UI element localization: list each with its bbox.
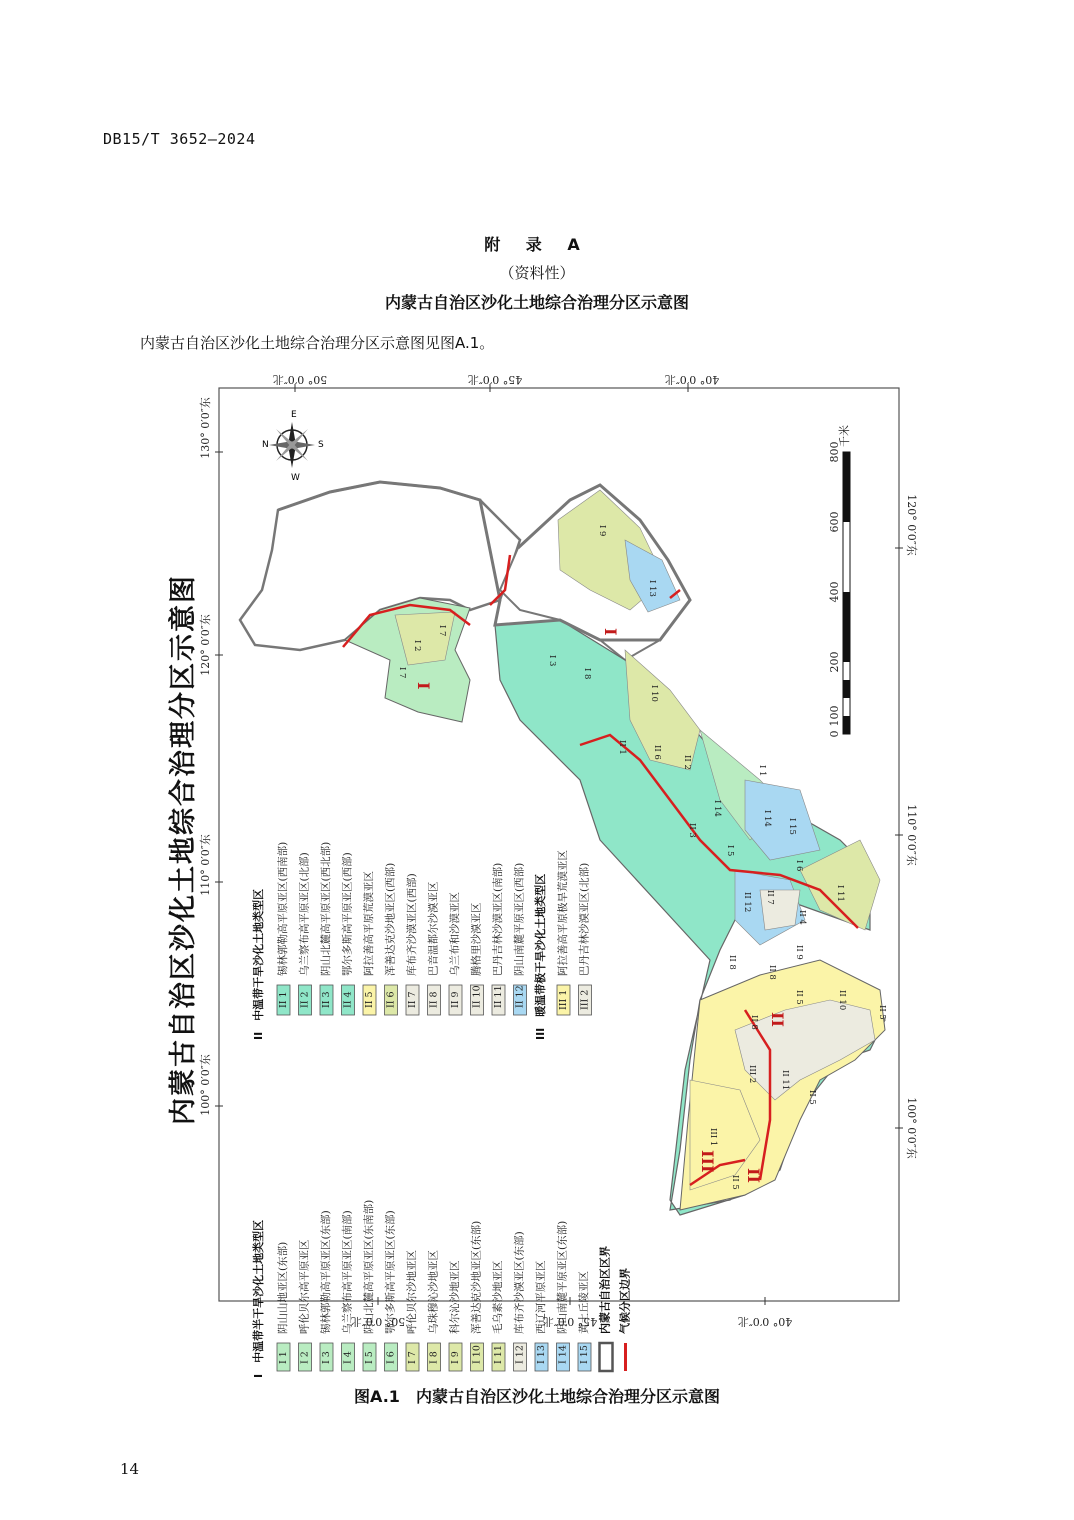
zone-label: II 2: [682, 755, 692, 770]
zone-label: II 8: [727, 955, 737, 970]
legend-code: I 1: [278, 1351, 289, 1364]
map-title: 内蒙古自治区沙化土地综合治理分区示意图: [168, 574, 199, 1125]
zone-label: I 8: [582, 668, 592, 680]
zone-label: I: [601, 628, 620, 636]
legend-code: II 10: [471, 985, 483, 1008]
legend-heading: III 暖温带极干旱沙化土地类型区: [534, 873, 547, 1040]
legend-code: II 5: [364, 991, 375, 1008]
top-coord-label: 40° 0′0″北: [664, 373, 720, 386]
zone-label: I 9: [597, 525, 607, 537]
legend-label: 阴山南麓平原亚区(东部): [556, 1220, 569, 1334]
zone-label: I 2: [412, 640, 422, 652]
legend-label: 毛乌素沙地亚区: [492, 1260, 504, 1334]
svg-text:100: 100: [828, 705, 841, 727]
bottom-coord-label: 50° 0′0″北: [350, 1315, 406, 1328]
legend-label: 腾格里沙漠亚区: [470, 902, 483, 976]
legend-label: 巴丹吉林沙漠亚区(北部): [578, 862, 591, 976]
right-coord-label: 110° 0′0″东: [905, 804, 918, 866]
legend-code: II 8: [428, 991, 440, 1008]
legend-code: II 11: [493, 985, 504, 1008]
legend-heading: I 中温带半干旱沙化土地类型区: [252, 1219, 265, 1378]
legend-code: I 15: [579, 1345, 590, 1364]
appendix-title: 附 录 A: [484, 235, 590, 254]
legend-code: III 1: [558, 989, 569, 1010]
zone-label: I 6: [794, 860, 804, 872]
legend-code: I 12: [514, 1345, 526, 1364]
legend-code: II 1: [278, 991, 289, 1008]
legend-code: I 8: [428, 1351, 440, 1364]
left-coord-label: 120° 0′0″东: [199, 614, 212, 676]
zone-label: I 14: [712, 800, 722, 817]
legend-label: 浑善达克沙地亚区(东部): [470, 1220, 483, 1334]
zone-label: I 15: [787, 818, 797, 835]
zone-label: I 7: [397, 667, 407, 679]
zone-label: I 7: [437, 625, 447, 637]
page-number: 14: [120, 1460, 140, 1478]
appendix-nature: （资料性）: [499, 264, 575, 282]
legend-code: I 13: [536, 1345, 547, 1364]
svg-text:600: 600: [828, 511, 841, 533]
legend-heading: II 中温带干旱沙化土地类型区: [252, 888, 265, 1040]
legend-label: 乌兰察布高平原亚区(南部): [341, 1210, 354, 1334]
top-coord-label: 50° 0′0″北: [272, 373, 328, 386]
legend-label: 库布齐沙漠亚区(西部): [406, 873, 418, 976]
zone-label: II 9: [794, 945, 804, 960]
zone-label: II 5: [877, 1005, 887, 1020]
zone-label: III 2: [747, 1065, 757, 1084]
legend-code: III 2: [579, 989, 591, 1010]
legend-label: 锡林郭勒高平原亚区(西南部): [277, 841, 289, 976]
legend-code: I 7: [407, 1351, 418, 1364]
left-coord-label: 100° 0′0″东: [199, 1054, 212, 1116]
legend-code: II 2: [299, 991, 311, 1008]
legend-boundary-swatch: [600, 1343, 613, 1371]
legend-label: 西辽河平原亚区: [535, 1260, 547, 1334]
zone-label: II 7: [765, 890, 775, 905]
legend-label: 气候分区边界: [618, 1268, 632, 1334]
legend-label: 乌兰布和沙漠亚区: [449, 892, 461, 976]
legend-code: I 9: [450, 1351, 461, 1364]
intro-paragraph: 内蒙古自治区沙化土地综合治理分区示意图见图A.1。: [140, 334, 495, 352]
legend-code: I 14: [557, 1345, 569, 1364]
figure-caption: 图A.1 内蒙古自治区沙化土地综合治理分区示意图: [354, 1387, 720, 1406]
zone-label: I: [414, 682, 433, 690]
legend-label: 阴山北麓高平原亚区(西北部): [320, 841, 332, 976]
legend-code: II 7: [407, 991, 418, 1008]
zone-label: I 10: [649, 685, 659, 702]
zone-label: I 3: [547, 655, 557, 667]
legend-label: 呼伦贝尔高平原亚区: [298, 1239, 311, 1334]
svg-text:W: W: [291, 473, 300, 483]
zone-label: II 8: [749, 1015, 759, 1030]
right-coord-label: 120° 0′0″东: [905, 494, 918, 556]
legend-code: I 3: [321, 1351, 332, 1364]
legend-code: II 9: [450, 991, 461, 1008]
zone-label: II 5: [807, 1090, 817, 1105]
legend-code: I 4: [342, 1351, 354, 1364]
legend-code: II 12: [514, 985, 526, 1008]
legend-code: I 11: [493, 1345, 504, 1364]
svg-text:800: 800: [828, 441, 841, 463]
right-coord-label: 100° 0′0″东: [905, 1097, 918, 1159]
svg-text:400: 400: [828, 581, 841, 603]
zone-label: I 5: [725, 845, 735, 857]
legend-label: 巴丹吉林沙漠亚区(南部): [492, 862, 504, 976]
legend-label: 鄂尔多斯高平原亚区(西部): [341, 852, 354, 976]
zone-label: I 14: [762, 810, 772, 827]
svg-text:N: N: [262, 440, 269, 450]
legend-label: 内蒙古自治区区界: [598, 1246, 612, 1334]
legend-label: 阿拉善高平原荒漠亚区: [363, 871, 375, 976]
legend-code: I 6: [385, 1351, 397, 1364]
zone-label: II 4: [797, 910, 807, 925]
legend-code: II 3: [321, 991, 332, 1008]
legend-label: 锡林郭勒高平原亚区(东部): [320, 1210, 332, 1334]
legend-label: 呼伦贝尔沙地亚区: [406, 1250, 418, 1334]
appendix-heading: 内蒙古自治区沙化土地综合治理分区示意图: [384, 293, 689, 312]
zone-label: II: [744, 1168, 763, 1183]
legend-code: I 2: [299, 1351, 311, 1364]
bottom-coord-label: 45° 0′0″北: [542, 1315, 598, 1328]
left-coord-label: 130° 0′0″东: [199, 397, 212, 459]
legend-label: 巴音温都尔沙漠亚区: [427, 881, 440, 976]
legend-label: 库布齐沙漠亚区(东部): [513, 1231, 526, 1334]
zone-label: II 11: [780, 1070, 790, 1091]
svg-text:0: 0: [828, 730, 841, 738]
zone-label: III: [698, 1150, 717, 1173]
zone-label: II 6: [652, 745, 662, 760]
zone-label: II 5: [794, 990, 804, 1005]
legend-label: 乌珠穆沁沙地亚区: [427, 1250, 440, 1334]
zone-label: II: [768, 1012, 787, 1027]
document-code: DB15/T 3652—2024: [103, 130, 256, 148]
legend-label: 乌兰察布高平原亚区(北部): [298, 852, 311, 976]
legend-label: 鄂尔多斯高平原亚区(东部): [384, 1210, 397, 1334]
legend-label: 科尔沁沙地亚区: [449, 1260, 461, 1334]
zone-label: I 13: [647, 580, 657, 597]
zone-label: II 3: [687, 823, 697, 838]
legend-label: 浑善达克沙地亚区(西部): [384, 862, 397, 976]
bottom-coord-label: 40° 0′0″北: [737, 1315, 793, 1328]
zone-label: I 11: [835, 885, 845, 902]
svg-text:S: S: [318, 440, 324, 450]
svg-text:E: E: [291, 410, 297, 420]
zone-label: II 5: [730, 1175, 740, 1190]
legend-code: II 6: [385, 991, 397, 1008]
zone-label: II 1: [617, 740, 627, 755]
left-coord-label: 110° 0′0″东: [199, 834, 212, 896]
legend-label: 阴山山地亚区(东部): [277, 1241, 289, 1334]
legend-label: 阿拉善高平原极旱荒漠亚区: [557, 850, 569, 976]
legend-label: 阴山南麓平原亚区(西部): [513, 862, 526, 976]
legend-label: 阴山北麓高平原亚区(东南部): [363, 1199, 375, 1334]
legend-code: I 10: [471, 1345, 483, 1364]
svg-text:200: 200: [828, 651, 841, 673]
legend-code: I 5: [364, 1351, 375, 1364]
legend-label: 黄土丘陵亚区: [578, 1271, 590, 1334]
zone-label: II 10: [837, 990, 847, 1011]
zone-label: III 1: [708, 1128, 718, 1147]
zone-label: I 1: [757, 765, 767, 777]
legend-code: II 4: [342, 991, 354, 1008]
svg-text:千米: 千米: [838, 425, 851, 447]
top-coord-label: 45° 0′0″北: [467, 373, 523, 386]
zone-label: II 8: [767, 965, 777, 980]
zone-label: II 12: [742, 892, 752, 913]
